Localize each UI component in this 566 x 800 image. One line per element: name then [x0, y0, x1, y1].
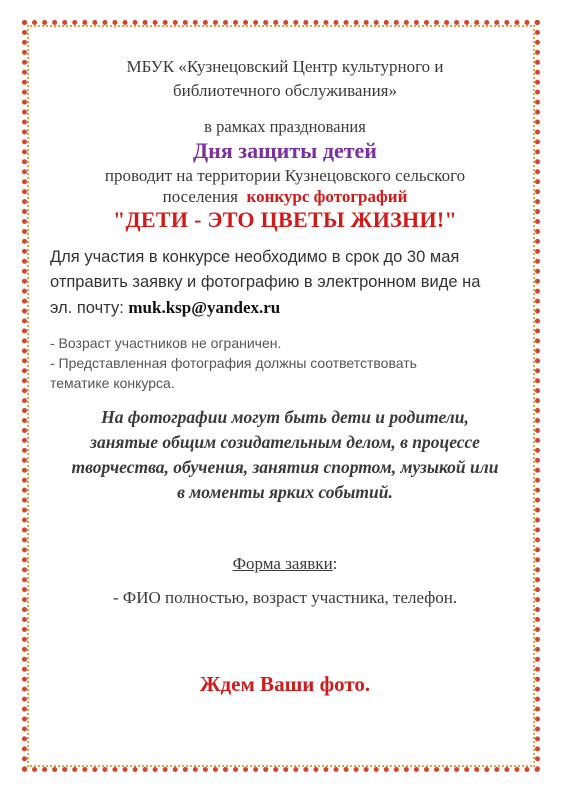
closing-message: Ждем Ваши фото.: [199, 672, 371, 696]
application-form-fields: - ФИО полностью, возраст участника, телефон.: [112, 588, 458, 607]
photo-description-line: в моменты ярких событий.: [177, 482, 393, 502]
participation-line-2: отправить заявку и фотографию в электронном виде на: [50, 273, 481, 291]
email-label: эл. почту:: [50, 299, 124, 317]
photo-description-line: творчества, обучения, занятия спортом, музыкой или: [71, 457, 499, 477]
organizer-line-1: МБУК «Кузнецовский Центр культурного и: [126, 57, 444, 76]
photo-description-line: занятые общим созидательным делом, в процессе: [90, 432, 480, 452]
organizer-line-2: библиотечного обслуживания»: [173, 81, 397, 100]
flyer-content: [50, 55, 520, 697]
intro-text: в рамках празднования: [204, 117, 366, 136]
conducts-text: [50, 165, 520, 207]
conducts-line-2-prefix: поселения: [162, 187, 238, 206]
rule-line: - Представленная фотография должны соответствовать: [50, 355, 417, 371]
organizer: [50, 55, 520, 103]
conducts-line-2: [50, 186, 520, 207]
email-address: muk.ksp@yandex.ru: [128, 298, 281, 317]
form-title-colon: :: [332, 554, 338, 573]
photo-description-line: На фотографии могут быть дети и родители,: [101, 407, 469, 427]
conducts-line-1: проводит на территории Кузнецовского сельского: [104, 166, 466, 185]
contest-rules: [50, 333, 520, 393]
application-form-title: [50, 553, 520, 575]
rule-line: тематике конкурса.: [50, 375, 175, 391]
participation-info: [50, 245, 520, 321]
rule-line: - Возраст участников не ограничен.: [50, 335, 282, 351]
form-title-text: Форма заявки: [232, 554, 333, 573]
photo-description: [50, 405, 520, 505]
contest-name: конкурс фотографий: [246, 187, 408, 206]
participation-line-1: Для участия в конкурсе необходимо в срок до 30 мая: [50, 248, 460, 266]
contest-slogan: "ДЕТИ - ЭТО ЦВЕТЫ ЖИЗНИ!": [112, 207, 458, 232]
holiday-title: Дня защиты детей: [193, 138, 377, 163]
participation-line-3: [50, 295, 520, 321]
